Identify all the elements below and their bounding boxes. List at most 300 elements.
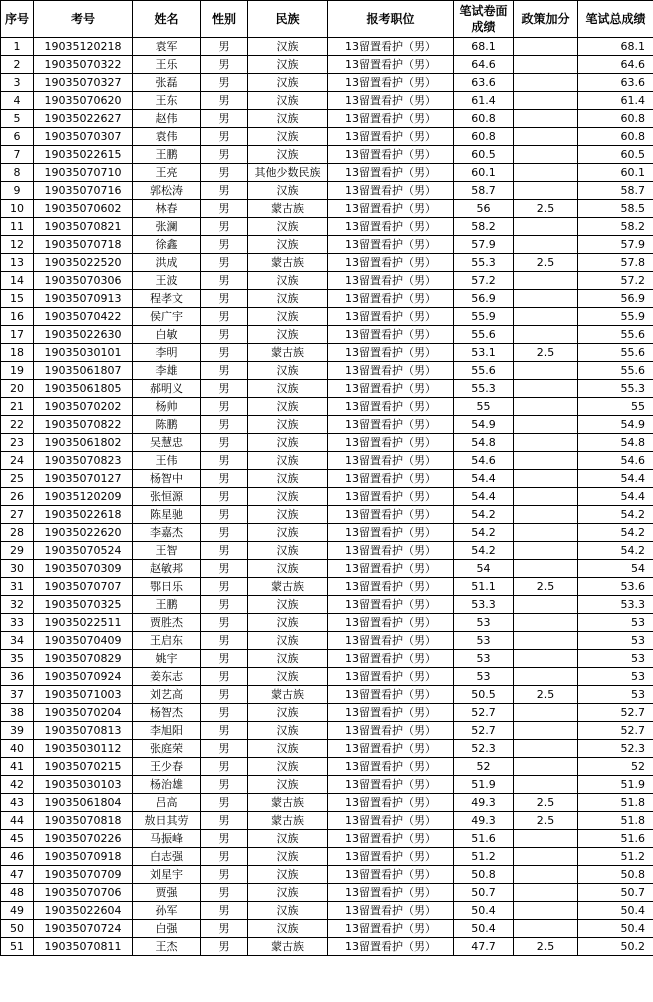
cell-index: 14 xyxy=(1,272,34,290)
cell-index: 23 xyxy=(1,434,34,452)
cell-policy-bonus xyxy=(514,722,578,740)
cell-exam-id: 19035070325 xyxy=(34,596,133,614)
cell-total-score: 60.5 xyxy=(578,146,653,164)
cell-written-score: 49.3 xyxy=(454,812,514,830)
cell-gender: 男 xyxy=(201,524,248,542)
cell-written-score: 63.6 xyxy=(454,74,514,92)
cell-name: 李雄 xyxy=(133,362,201,380)
cell-ethnicity: 汉族 xyxy=(248,758,328,776)
cell-policy-bonus xyxy=(514,272,578,290)
cell-total-score: 68.1 xyxy=(578,38,653,56)
cell-written-score: 55.3 xyxy=(454,254,514,272)
cell-gender: 男 xyxy=(201,164,248,182)
cell-name: 袁军 xyxy=(133,38,201,56)
cell-exam-id: 19035070811 xyxy=(34,938,133,956)
cell-gender: 男 xyxy=(201,650,248,668)
cell-ethnicity: 蒙古族 xyxy=(248,686,328,704)
cell-name: 刘艺高 xyxy=(133,686,201,704)
header-ethnicity: 民族 xyxy=(248,1,328,38)
cell-name: 贾胜杰 xyxy=(133,614,201,632)
table-row xyxy=(1,758,653,776)
cell-position: 13留置看护（男） xyxy=(328,326,454,344)
table-row xyxy=(1,542,653,560)
cell-position: 13留置看护（男） xyxy=(328,128,454,146)
cell-index: 48 xyxy=(1,884,34,902)
cell-gender: 男 xyxy=(201,794,248,812)
cell-ethnicity: 汉族 xyxy=(248,722,328,740)
header-position: 报考职位 xyxy=(328,1,454,38)
cell-total-score: 54.4 xyxy=(578,470,653,488)
cell-policy-bonus xyxy=(514,704,578,722)
cell-ethnicity: 汉族 xyxy=(248,596,328,614)
table-row xyxy=(1,866,653,884)
cell-gender: 男 xyxy=(201,218,248,236)
table-row xyxy=(1,650,653,668)
cell-name: 吕高 xyxy=(133,794,201,812)
cell-name: 孙军 xyxy=(133,902,201,920)
cell-index: 38 xyxy=(1,704,34,722)
cell-exam-id: 19035070706 xyxy=(34,884,133,902)
cell-exam-id: 19035070127 xyxy=(34,470,133,488)
cell-exam-id: 19035070309 xyxy=(34,560,133,578)
cell-total-score: 52 xyxy=(578,758,653,776)
cell-position: 13留置看护（男） xyxy=(328,830,454,848)
cell-ethnicity: 汉族 xyxy=(248,92,328,110)
cell-gender: 男 xyxy=(201,290,248,308)
cell-name: 白敏 xyxy=(133,326,201,344)
table-row xyxy=(1,470,653,488)
table-row xyxy=(1,614,653,632)
cell-position: 13留置看护（男） xyxy=(328,596,454,614)
cell-total-score: 58.5 xyxy=(578,200,653,218)
cell-gender: 男 xyxy=(201,398,248,416)
table-row xyxy=(1,218,653,236)
cell-exam-id: 19035070718 xyxy=(34,236,133,254)
cell-policy-bonus xyxy=(514,776,578,794)
table-row xyxy=(1,812,653,830)
cell-position: 13留置看护（男） xyxy=(328,524,454,542)
cell-exam-id: 19035070524 xyxy=(34,542,133,560)
cell-exam-id: 19035061804 xyxy=(34,794,133,812)
cell-name: 杨智杰 xyxy=(133,704,201,722)
cell-gender: 男 xyxy=(201,578,248,596)
cell-gender: 男 xyxy=(201,596,248,614)
cell-ethnicity: 蒙古族 xyxy=(248,812,328,830)
cell-index: 50 xyxy=(1,920,34,938)
table-row xyxy=(1,902,653,920)
cell-exam-id: 19035022627 xyxy=(34,110,133,128)
cell-name: 姜东志 xyxy=(133,668,201,686)
cell-gender: 男 xyxy=(201,56,248,74)
cell-gender: 男 xyxy=(201,686,248,704)
cell-ethnicity: 汉族 xyxy=(248,218,328,236)
table-row xyxy=(1,488,653,506)
cell-index: 41 xyxy=(1,758,34,776)
cell-position: 13留置看护（男） xyxy=(328,416,454,434)
cell-position: 13留置看护（男） xyxy=(328,578,454,596)
cell-position: 13留置看护（男） xyxy=(328,704,454,722)
cell-exam-id: 19035070813 xyxy=(34,722,133,740)
cell-exam-id: 19035070215 xyxy=(34,758,133,776)
cell-ethnicity: 汉族 xyxy=(248,146,328,164)
cell-exam-id: 19035070306 xyxy=(34,272,133,290)
cell-policy-bonus xyxy=(514,416,578,434)
cell-policy-bonus xyxy=(514,668,578,686)
cell-total-score: 58.7 xyxy=(578,182,653,200)
cell-exam-id: 19035070716 xyxy=(34,182,133,200)
cell-policy-bonus: 2.5 xyxy=(514,254,578,272)
cell-position: 13留置看护（男） xyxy=(328,110,454,128)
cell-gender: 男 xyxy=(201,38,248,56)
cell-ethnicity: 汉族 xyxy=(248,56,328,74)
cell-position: 13留置看护（男） xyxy=(328,452,454,470)
cell-name: 王亮 xyxy=(133,164,201,182)
cell-ethnicity: 汉族 xyxy=(248,776,328,794)
cell-gender: 男 xyxy=(201,938,248,956)
cell-gender: 男 xyxy=(201,200,248,218)
cell-total-score: 56.9 xyxy=(578,290,653,308)
cell-position: 13留置看护（男） xyxy=(328,200,454,218)
table-row xyxy=(1,38,653,56)
cell-exam-id: 19035022630 xyxy=(34,326,133,344)
cell-policy-bonus xyxy=(514,326,578,344)
cell-name: 贾强 xyxy=(133,884,201,902)
cell-position: 13留置看护（男） xyxy=(328,92,454,110)
table-row xyxy=(1,740,653,758)
header-policy-bonus: 政策加分 xyxy=(514,1,578,38)
cell-name: 杨智中 xyxy=(133,470,201,488)
cell-ethnicity: 汉族 xyxy=(248,884,328,902)
cell-exam-id: 19035070724 xyxy=(34,920,133,938)
cell-index: 8 xyxy=(1,164,34,182)
cell-position: 13留置看护（男） xyxy=(328,344,454,362)
cell-name: 程孝文 xyxy=(133,290,201,308)
cell-ethnicity: 蒙古族 xyxy=(248,344,328,362)
cell-policy-bonus xyxy=(514,92,578,110)
cell-position: 13留置看护（男） xyxy=(328,362,454,380)
cell-index: 46 xyxy=(1,848,34,866)
cell-total-score: 53 xyxy=(578,614,653,632)
cell-position: 13留置看护（男） xyxy=(328,848,454,866)
cell-written-score: 51.2 xyxy=(454,848,514,866)
cell-written-score: 57.9 xyxy=(454,236,514,254)
cell-position: 13留置看护（男） xyxy=(328,668,454,686)
cell-position: 13留置看护（男） xyxy=(328,182,454,200)
cell-exam-id: 19035061802 xyxy=(34,434,133,452)
cell-index: 26 xyxy=(1,488,34,506)
cell-ethnicity: 汉族 xyxy=(248,632,328,650)
cell-exam-id: 19035070709 xyxy=(34,866,133,884)
cell-written-score: 52.7 xyxy=(454,722,514,740)
cell-name: 鄂日乐 xyxy=(133,578,201,596)
table-row xyxy=(1,236,653,254)
table-row xyxy=(1,920,653,938)
table-row xyxy=(1,596,653,614)
cell-gender: 男 xyxy=(201,434,248,452)
cell-name: 王伟 xyxy=(133,452,201,470)
cell-position: 13留置看护（男） xyxy=(328,758,454,776)
cell-position: 13留置看护（男） xyxy=(328,560,454,578)
cell-gender: 男 xyxy=(201,236,248,254)
cell-ethnicity: 汉族 xyxy=(248,470,328,488)
cell-total-score: 54.2 xyxy=(578,506,653,524)
cell-gender: 男 xyxy=(201,902,248,920)
cell-name: 杨治雄 xyxy=(133,776,201,794)
cell-written-score: 55.9 xyxy=(454,308,514,326)
cell-exam-id: 19035070202 xyxy=(34,398,133,416)
cell-written-score: 53 xyxy=(454,668,514,686)
cell-name: 洪成 xyxy=(133,254,201,272)
cell-position: 13留置看护（男） xyxy=(328,614,454,632)
cell-written-score: 54.2 xyxy=(454,524,514,542)
cell-policy-bonus xyxy=(514,506,578,524)
cell-name: 王杰 xyxy=(133,938,201,956)
cell-ethnicity: 蒙古族 xyxy=(248,200,328,218)
cell-written-score: 54.4 xyxy=(454,470,514,488)
cell-policy-bonus xyxy=(514,848,578,866)
cell-ethnicity: 汉族 xyxy=(248,380,328,398)
cell-index: 17 xyxy=(1,326,34,344)
cell-gender: 男 xyxy=(201,110,248,128)
header-row xyxy=(1,1,653,38)
cell-written-score: 53 xyxy=(454,650,514,668)
cell-written-score: 54.6 xyxy=(454,452,514,470)
header-name: 姓名 xyxy=(133,1,201,38)
cell-written-score: 64.6 xyxy=(454,56,514,74)
cell-exam-id: 19035070913 xyxy=(34,290,133,308)
cell-total-score: 51.9 xyxy=(578,776,653,794)
cell-index: 22 xyxy=(1,416,34,434)
table-row xyxy=(1,938,653,956)
cell-policy-bonus xyxy=(514,866,578,884)
cell-ethnicity: 汉族 xyxy=(248,542,328,560)
cell-gender: 男 xyxy=(201,848,248,866)
cell-name: 郭松涛 xyxy=(133,182,201,200)
table-row xyxy=(1,776,653,794)
table-row xyxy=(1,416,653,434)
cell-exam-id: 19035030112 xyxy=(34,740,133,758)
cell-name: 袁伟 xyxy=(133,128,201,146)
cell-ethnicity: 汉族 xyxy=(248,416,328,434)
cell-index: 28 xyxy=(1,524,34,542)
cell-index: 27 xyxy=(1,506,34,524)
cell-position: 13留置看护（男） xyxy=(328,938,454,956)
cell-index: 37 xyxy=(1,686,34,704)
cell-index: 29 xyxy=(1,542,34,560)
cell-index: 21 xyxy=(1,398,34,416)
cell-policy-bonus xyxy=(514,650,578,668)
cell-policy-bonus xyxy=(514,902,578,920)
cell-total-score: 55.6 xyxy=(578,326,653,344)
cell-written-score: 53.1 xyxy=(454,344,514,362)
cell-index: 4 xyxy=(1,92,34,110)
cell-index: 45 xyxy=(1,830,34,848)
cell-index: 25 xyxy=(1,470,34,488)
cell-policy-bonus xyxy=(514,434,578,452)
cell-policy-bonus: 2.5 xyxy=(514,794,578,812)
cell-ethnicity: 汉族 xyxy=(248,128,328,146)
header-index: 序号 xyxy=(1,1,34,38)
cell-index: 40 xyxy=(1,740,34,758)
cell-exam-id: 19035120209 xyxy=(34,488,133,506)
cell-exam-id: 19035022520 xyxy=(34,254,133,272)
table-row xyxy=(1,668,653,686)
cell-position: 13留置看护（男） xyxy=(328,776,454,794)
cell-name: 王智 xyxy=(133,542,201,560)
cell-written-score: 50.8 xyxy=(454,866,514,884)
table-row xyxy=(1,110,653,128)
cell-position: 13留置看护（男） xyxy=(328,146,454,164)
cell-gender: 男 xyxy=(201,146,248,164)
cell-ethnicity: 汉族 xyxy=(248,182,328,200)
cell-position: 13留置看护（男） xyxy=(328,272,454,290)
cell-position: 13留置看护（男） xyxy=(328,902,454,920)
cell-policy-bonus: 2.5 xyxy=(514,578,578,596)
cell-policy-bonus xyxy=(514,74,578,92)
cell-index: 36 xyxy=(1,668,34,686)
cell-total-score: 51.6 xyxy=(578,830,653,848)
cell-total-score: 50.2 xyxy=(578,938,653,956)
cell-exam-id: 19035022615 xyxy=(34,146,133,164)
cell-total-score: 50.8 xyxy=(578,866,653,884)
cell-ethnicity: 汉族 xyxy=(248,830,328,848)
cell-written-score: 55 xyxy=(454,398,514,416)
cell-written-score: 52 xyxy=(454,758,514,776)
cell-total-score: 54.4 xyxy=(578,488,653,506)
cell-gender: 男 xyxy=(201,632,248,650)
cell-exam-id: 19035070829 xyxy=(34,650,133,668)
cell-policy-bonus xyxy=(514,164,578,182)
cell-gender: 男 xyxy=(201,254,248,272)
cell-written-score: 50.5 xyxy=(454,686,514,704)
cell-name: 白强 xyxy=(133,920,201,938)
cell-written-score: 60.8 xyxy=(454,110,514,128)
cell-written-score: 50.7 xyxy=(454,884,514,902)
cell-position: 13留置看护（男） xyxy=(328,290,454,308)
cell-written-score: 53 xyxy=(454,632,514,650)
table-row xyxy=(1,704,653,722)
cell-total-score: 50.7 xyxy=(578,884,653,902)
cell-exam-id: 19035030101 xyxy=(34,344,133,362)
table-row xyxy=(1,56,653,74)
cell-written-score: 54.4 xyxy=(454,488,514,506)
cell-index: 3 xyxy=(1,74,34,92)
cell-index: 2 xyxy=(1,56,34,74)
cell-policy-bonus xyxy=(514,452,578,470)
cell-total-score: 53 xyxy=(578,650,653,668)
cell-written-score: 61.4 xyxy=(454,92,514,110)
cell-total-score: 54.9 xyxy=(578,416,653,434)
table-row xyxy=(1,128,653,146)
cell-index: 6 xyxy=(1,128,34,146)
cell-written-score: 60.1 xyxy=(454,164,514,182)
cell-gender: 男 xyxy=(201,74,248,92)
table-row xyxy=(1,200,653,218)
cell-exam-id: 19035070710 xyxy=(34,164,133,182)
cell-name: 侯广宇 xyxy=(133,308,201,326)
cell-policy-bonus xyxy=(514,740,578,758)
cell-ethnicity: 汉族 xyxy=(248,308,328,326)
cell-exam-id: 19035070620 xyxy=(34,92,133,110)
cell-written-score: 68.1 xyxy=(454,38,514,56)
cell-written-score: 57.2 xyxy=(454,272,514,290)
cell-written-score: 51.1 xyxy=(454,578,514,596)
table-body xyxy=(1,38,653,956)
table-row xyxy=(1,884,653,902)
cell-gender: 男 xyxy=(201,668,248,686)
table-row xyxy=(1,146,653,164)
cell-written-score: 54.2 xyxy=(454,542,514,560)
cell-written-score: 58.2 xyxy=(454,218,514,236)
table-row xyxy=(1,344,653,362)
cell-total-score: 53.6 xyxy=(578,578,653,596)
table-row xyxy=(1,272,653,290)
cell-exam-id: 19035022620 xyxy=(34,524,133,542)
cell-index: 31 xyxy=(1,578,34,596)
cell-exam-id: 19035070307 xyxy=(34,128,133,146)
cell-name: 姚宇 xyxy=(133,650,201,668)
cell-gender: 男 xyxy=(201,488,248,506)
cell-written-score: 50.4 xyxy=(454,920,514,938)
cell-position: 13留置看护（男） xyxy=(328,506,454,524)
table-row xyxy=(1,380,653,398)
cell-total-score: 57.9 xyxy=(578,236,653,254)
table-row xyxy=(1,524,653,542)
cell-ethnicity: 汉族 xyxy=(248,290,328,308)
cell-index: 39 xyxy=(1,722,34,740)
cell-position: 13留置看护（男） xyxy=(328,74,454,92)
table-row xyxy=(1,308,653,326)
cell-written-score: 52.7 xyxy=(454,704,514,722)
cell-policy-bonus xyxy=(514,758,578,776)
table-row xyxy=(1,290,653,308)
cell-name: 赵敏邦 xyxy=(133,560,201,578)
cell-exam-id: 19035070204 xyxy=(34,704,133,722)
table-row xyxy=(1,848,653,866)
cell-total-score: 54.2 xyxy=(578,542,653,560)
cell-gender: 男 xyxy=(201,884,248,902)
cell-policy-bonus xyxy=(514,308,578,326)
cell-total-score: 55 xyxy=(578,398,653,416)
cell-total-score: 50.4 xyxy=(578,920,653,938)
cell-total-score: 52.7 xyxy=(578,704,653,722)
cell-written-score: 51.9 xyxy=(454,776,514,794)
cell-index: 24 xyxy=(1,452,34,470)
cell-position: 13留置看护（男） xyxy=(328,236,454,254)
header-written-score: 笔试卷面成绩 xyxy=(454,1,514,38)
cell-index: 30 xyxy=(1,560,34,578)
cell-name: 王鹏 xyxy=(133,146,201,164)
cell-exam-id: 19035070823 xyxy=(34,452,133,470)
cell-name: 刘星宇 xyxy=(133,866,201,884)
cell-name: 王乐 xyxy=(133,56,201,74)
cell-written-score: 55.6 xyxy=(454,326,514,344)
cell-policy-bonus xyxy=(514,470,578,488)
cell-ethnicity: 汉族 xyxy=(248,866,328,884)
cell-ethnicity: 汉族 xyxy=(248,488,328,506)
cell-written-score: 47.7 xyxy=(454,938,514,956)
table-row xyxy=(1,452,653,470)
cell-ethnicity: 汉族 xyxy=(248,614,328,632)
cell-position: 13留置看护（男） xyxy=(328,740,454,758)
table-row xyxy=(1,686,653,704)
cell-ethnicity: 汉族 xyxy=(248,272,328,290)
cell-policy-bonus: 2.5 xyxy=(514,686,578,704)
cell-policy-bonus xyxy=(514,596,578,614)
cell-position: 13留置看护（男） xyxy=(328,794,454,812)
cell-position: 13留置看护（男） xyxy=(328,632,454,650)
cell-total-score: 58.2 xyxy=(578,218,653,236)
